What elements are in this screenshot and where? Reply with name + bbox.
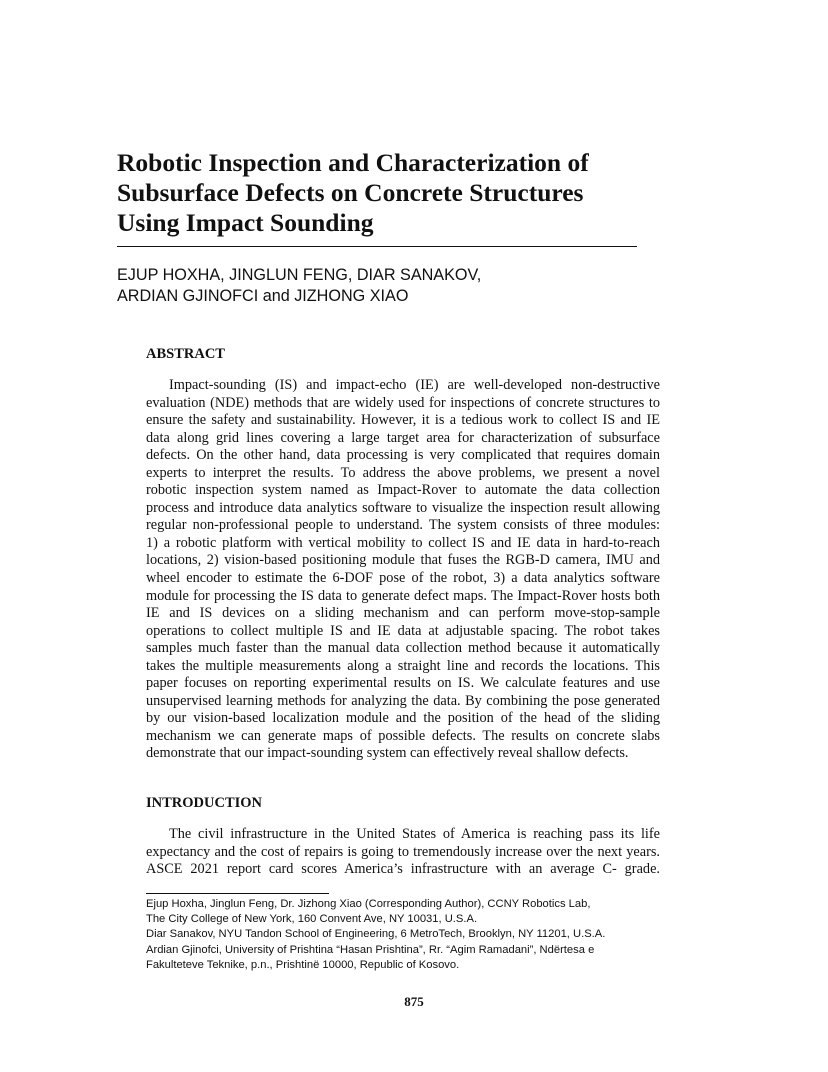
abstract-heading: ABSTRACT <box>146 346 225 362</box>
abstract-line: Impact-sounding (IS) and impact-echo (IE) are well-developed non-destructive <box>169 377 660 393</box>
title-line: Robotic Inspection and Characterization of <box>117 148 589 177</box>
paper-title <box>117 148 677 238</box>
abstract-line: locations, 2) vision-based positioning module that fuses the RGB-D camera, IMU and <box>146 552 660 569</box>
author-line: ARDIAN GJINOFCI and JIZHONG XIAO <box>117 287 409 305</box>
footnote-line: Ejup Hoxha, Jinglun Feng, Dr. Jizhong Xiao (Corresponding Author), CCNY Robotics Lab, <box>146 898 591 910</box>
introduction-heading: INTRODUCTION <box>146 795 263 811</box>
abstract-line: ensure the safety and sustainability. However, it is a tedious work to collect IS and IE <box>146 412 660 429</box>
abstract-line: process and introduce data analytics software to visualize the inspection result allowing <box>146 499 660 516</box>
abstract-line: 1) a robotic platform with vertical mobility to collect IS and IE data in hard-to-reach <box>146 534 660 551</box>
introduction-body <box>146 826 660 879</box>
abstract-line: paper focuses on reporting experimental results on IS. We calculate features and use <box>146 675 660 692</box>
abstract-line: demonstrate that our impact-sounding system can effectively reveal shallow defects. <box>146 745 629 762</box>
abstract-line: IE and IS devices on a sliding mechanism and can perform move-stop-sample <box>146 605 660 622</box>
title-line: Subsurface Defects on Concrete Structures <box>117 178 584 207</box>
abstract-line: unsupervised learning methods for analyzing the data. By combining the pose generated <box>146 692 660 709</box>
introduction-line: expectancy and the cost of repairs is going to tremendously increase over the next years. <box>146 843 660 860</box>
abstract-line: samples much faster than the manual data collection method because it automatically <box>146 640 660 657</box>
abstract-line: mechanism we can generate maps of possible defects. The results on concrete slabs <box>146 727 660 744</box>
introduction-line: The civil infrastructure in the United States of America is reaching pass its life <box>169 826 660 842</box>
footnote-line: Fakulteteve Teknike, p.n., Prishtinë 10000, Republic of Kosovo. <box>146 958 460 971</box>
abstract-line: defects. On the other hand, data processing is very complicated that requires domain <box>146 447 660 464</box>
author-line: EJUP HOXHA, JINGLUN FENG, DIAR SANAKOV, <box>117 266 482 284</box>
footnote-line: Diar Sanakov, NYU Tandon School of Engineering, 6 MetroTech, Brooklyn, NY 11201, U.S.A. <box>146 928 606 941</box>
abstract-line: experts to interpret the results. To address the above problems, we present a novel <box>146 464 660 481</box>
title-divider <box>117 246 637 247</box>
title-line: Using Impact Sounding <box>117 208 374 237</box>
abstract-body <box>146 377 660 763</box>
author-list <box>117 265 481 307</box>
footnote <box>146 897 660 973</box>
abstract-line: operations to collect multiple IS and IE data at adjustable spacing. The robot takes <box>146 622 660 639</box>
abstract-line: robotic inspection system named as Impact-Rover to automate the data collection <box>146 482 660 499</box>
abstract-line: data along grid lines covering a large target area for characterization of subsurface <box>146 429 660 446</box>
introduction-line: ASCE 2021 report card scores America’s infrastructure with an average C- grade. <box>146 861 660 878</box>
abstract-line: takes the multiple measurements along a straight line and records the locations. This <box>146 657 660 674</box>
footnote-divider <box>146 893 329 894</box>
footnote-line: Ardian Gjinofci, University of Prishtina “Hasan Prishtina”, Rr. “Agim Ramadani”, Ndërtesa e <box>146 943 595 956</box>
abstract-line: wheel encoder to estimate the 6-DOF pose of the robot, 3) a data analytics software <box>146 570 660 587</box>
footnote-line: The City College of New York, 160 Convent Ave, NY 10031, U.S.A. <box>146 913 478 926</box>
page-number: 875 <box>404 994 424 1009</box>
abstract-line: module for processing the IS data to generate defect maps. The Impact-Rover hosts both <box>146 587 660 604</box>
abstract-line: evaluation (NDE) methods that are widely used for inspections of concrete structures to <box>146 394 660 411</box>
abstract-line: regular non-professional people to understand. The system consists of three modules: <box>146 517 660 534</box>
abstract-line: by our vision-based localization module and the position of the head of the sliding <box>146 710 660 727</box>
